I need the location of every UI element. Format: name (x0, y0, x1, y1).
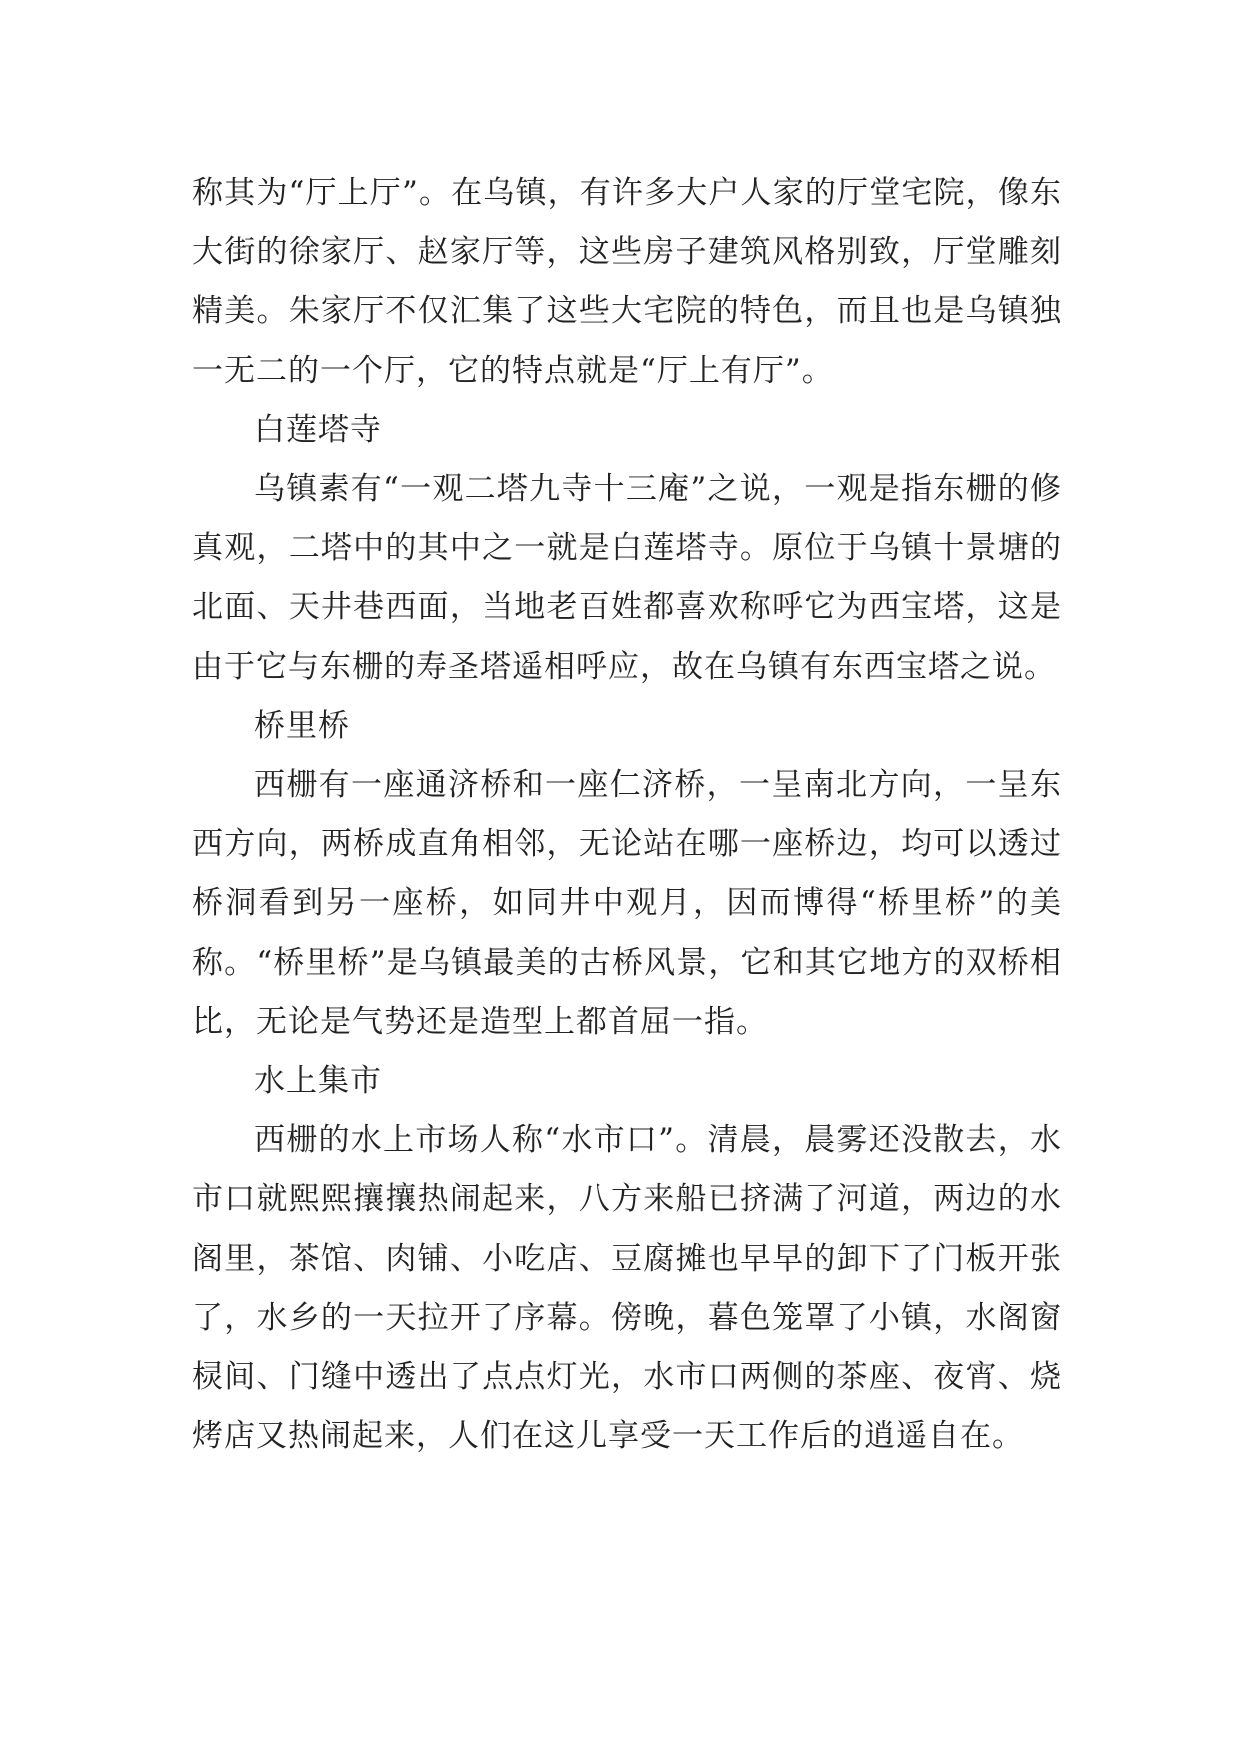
paragraph-bridge-within-bridge: 西栅有一座通济桥和一座仁济桥，一呈南北方向，一呈东西方向，两桥成直角相邻，无论站在哪一座桥边，均可以透过桥洞看到另一座桥，如同井中观月，因而博得“桥里桥”的美称。“桥里桥”是乌镇最美的古桥风景，它和其它地方的双桥相比，无论是气势还是造型上都首屈一指。 (192, 767, 1062, 1040)
paragraph-tingshangting: 称其为“厅上厅”。在乌镇，有许多大户人家的厅堂宅院，像东大街的徐家厅、赵家厅等，这些房子建筑风格别致，厅堂雕刻精美。朱家厅不仅汇集了这些大宅院的特色，而且也是乌镇独一无二的一个厅，它的特点就是“厅上有厅”。 (192, 175, 1062, 389)
section-heading-bailian-pagoda-temple: 白莲塔寺 (254, 411, 382, 448)
paragraph-bailian-pagoda-temple: 乌镇素有“一观二塔九寺十三庵”之说，一观是指东栅的修真观，二塔中的其中之一就是白莲塔寺。原位于乌镇十景塘的北面、天井巷西面，当地老百姓都喜欢称呼它为西宝塔，这是由于它与东栅的寿圣塔遥相呼应，故在乌镇有东西宝塔之说。 (192, 471, 1062, 685)
section-heading-water-market: 水上集市 (254, 1063, 382, 1100)
paragraph-water-market: 西栅的水上市场人称“水市口”。清晨，晨雾还没散去，水市口就熙熙攘攘热闹起来，八方来船已挤满了河道，两边的水阁里，茶馆、肉铺、小吃店、豆腐摊也早早的卸下了门板开张了，水乡的一天拉开了序幕。傍晚，暮色笼罩了小镇，水阁窗棂间、门缝中透出了点点灯光，水市口两侧的茶座、夜宵、烧烤店又热闹起来，人们在这儿享受一天工作后的逍遥自在。 (192, 1122, 1062, 1455)
document-body (192, 164, 1062, 1466)
section-heading-bridge-within-bridge: 桥里桥 (254, 707, 350, 744)
